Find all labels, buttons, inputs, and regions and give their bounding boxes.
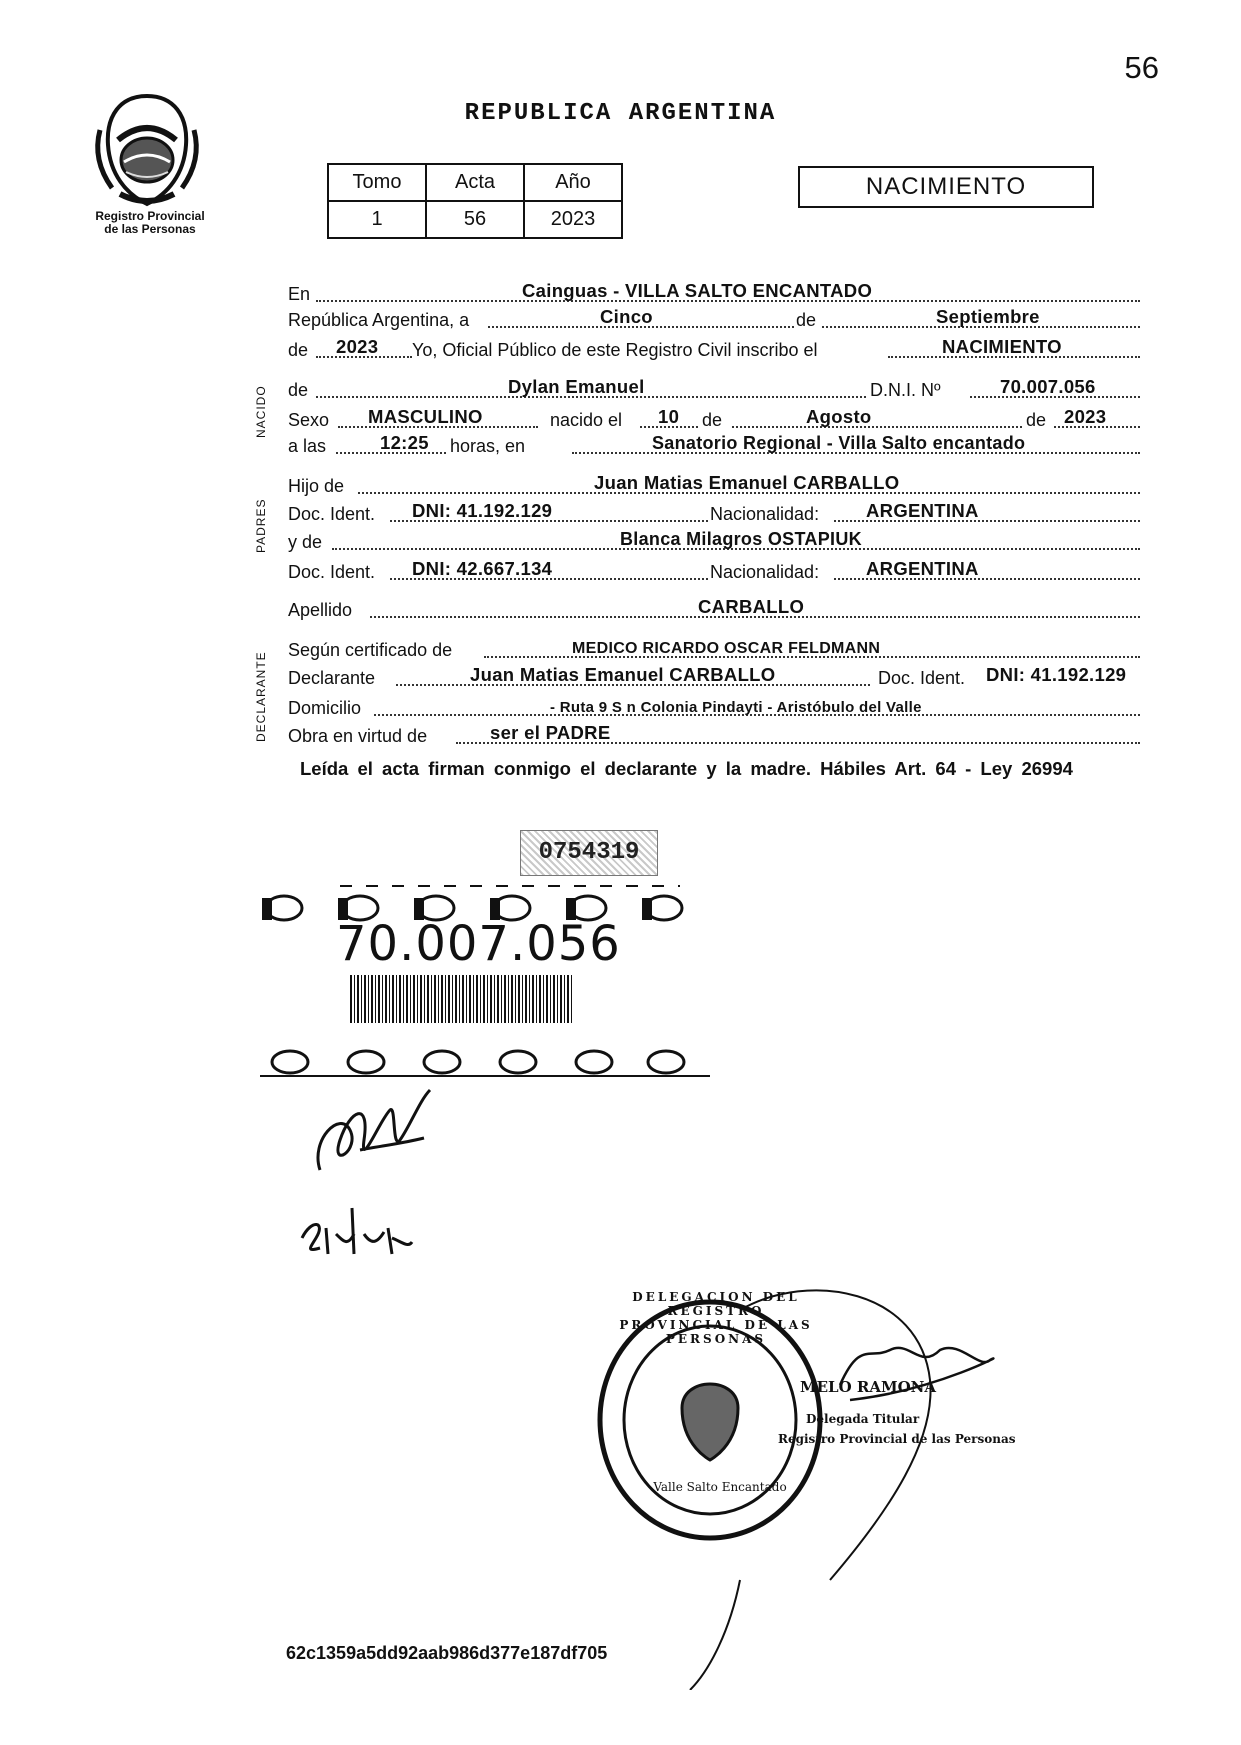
line-child-name: de Dylan Emanuel D.N.I. Nº 70.007.056 bbox=[288, 372, 1140, 404]
father-nationality-value: ARGENTINA bbox=[866, 500, 979, 521]
declarant-doc-value: DNI: 41.192.129 bbox=[986, 664, 1127, 685]
mother-signature bbox=[292, 1198, 422, 1268]
place-value: Cainguas - VILLA SALTO ENCANTADO bbox=[522, 280, 873, 301]
side-label-declarante: DECLARANTE bbox=[254, 651, 268, 742]
child-dni-value: 70.007.056 bbox=[1000, 376, 1096, 397]
mother-doc-value: DNI: 42.667.134 bbox=[412, 558, 553, 579]
official-title: Delegada Titular bbox=[806, 1412, 920, 1426]
official-name: MELO RAMONA bbox=[800, 1378, 936, 1396]
line-sex-birthdate: Sexo MASCULINO nacido el 10 de Agosto de 2023 bbox=[288, 402, 1140, 434]
line-year: de 2023 Yo, Oficial Público de este Registro Civil inscribo el NACIMIENTO bbox=[288, 332, 1140, 364]
child-name-value: Dylan Emanuel bbox=[508, 376, 645, 397]
line-father-doc: Doc. Ident. DNI: 41.192.129 Nacionalidad: ARGENTINA bbox=[288, 496, 1140, 528]
day-value: Cinco bbox=[600, 306, 653, 327]
security-id-number: 70.007.056 bbox=[336, 916, 621, 972]
year-value: 2023 bbox=[336, 336, 379, 357]
line-father: Hijo de Juan Matias Emanuel CARBALLO bbox=[288, 468, 1140, 500]
security-bar-pattern bbox=[350, 975, 572, 1023]
closing-statement: Leída el acta firman conmigo el declarante y la madre. Hábiles Art. 64 - Ley 26994 bbox=[300, 758, 1073, 779]
page-number: 56 bbox=[1124, 50, 1159, 85]
register-table bbox=[327, 163, 623, 239]
line-capacity: Obra en virtud de ser el PADRE bbox=[288, 718, 1140, 750]
surname-value: CARBALLO bbox=[698, 596, 805, 617]
logo-caption: Registro Provincial de las Personas bbox=[95, 209, 205, 236]
birth-month-value: Agosto bbox=[806, 406, 872, 427]
act-type-box: NACIMIENTO bbox=[798, 166, 1094, 208]
stamp-code: 0754319 bbox=[521, 831, 657, 875]
line-declarant: Declarante Juan Matias Emanuel CARBALLO Doc. Ident. DNI: 41.192.129 bbox=[288, 664, 1127, 688]
line-mother-doc: Doc. Ident. DNI: 42.667.134 Nacionalidad: ARGENTINA bbox=[288, 554, 1140, 586]
tomo-value: 1 bbox=[328, 201, 426, 238]
stamp-code-box bbox=[520, 830, 658, 876]
father-doc-value: DNI: 41.192.129 bbox=[412, 500, 553, 521]
line-address: Domicilio - Ruta 9 S n Colonia Pindayti - Aristóbulo del Valle bbox=[288, 690, 1140, 722]
country-title: REPUBLICA ARGENTINA bbox=[464, 100, 777, 127]
anio-value: 2023 bbox=[524, 201, 622, 238]
declarant-signature bbox=[300, 1080, 450, 1190]
security-pattern-bottom bbox=[260, 1040, 710, 1082]
official-office: Registro Provincial de las Personas bbox=[778, 1432, 1016, 1446]
certificate-value: MEDICO RICARDO OSCAR FELDMANN bbox=[572, 640, 881, 657]
line-mother: y de Blanca Milagros OSTAPIUK bbox=[288, 524, 1140, 556]
address-value: - Ruta 9 S n Colonia Pindayti - Aristóbulo del Valle bbox=[550, 699, 922, 716]
seal-ring-text: DELEGACION DEL REGISTRO PROVINCIAL DE LAS PERSONAS bbox=[619, 1290, 813, 1346]
acta-value: 56 bbox=[426, 201, 524, 238]
sex-value: MASCULINO bbox=[368, 406, 483, 427]
document-hash: 62c1359a5dd92aab986d377e187df705 bbox=[286, 1643, 608, 1663]
capacity-value: ser el PADRE bbox=[490, 722, 611, 743]
mother-value: Blanca Milagros OSTAPIUK bbox=[620, 529, 862, 549]
anio-header: Año bbox=[524, 164, 622, 201]
father-value: Juan Matias Emanuel CARBALLO bbox=[594, 472, 900, 493]
birth-year-value: 2023 bbox=[1064, 406, 1107, 427]
mother-nationality-value: ARGENTINA bbox=[866, 558, 979, 579]
line-surname: Apellido CARBALLO bbox=[288, 592, 1140, 624]
seal-inner-text: Valle Salto Encantado bbox=[653, 1480, 787, 1494]
birth-day-value: 10 bbox=[658, 406, 680, 427]
place-label: En bbox=[288, 284, 311, 304]
tomo-header: Tomo bbox=[328, 164, 426, 201]
acta-header: Acta bbox=[426, 164, 524, 201]
birth-place-value: Sanatorio Regional - Villa Salto encantado bbox=[652, 433, 1026, 453]
month-value: Septiembre bbox=[936, 306, 1040, 327]
side-label-nacido: NACIDO bbox=[254, 385, 268, 438]
line-time-place: a las 12:25 horas, en Sanatorio Regional - Villa Salto encantado bbox=[288, 428, 1140, 460]
line-certificate: Según certificado de MEDICO RICARDO OSCAR FELDMANN bbox=[288, 632, 1140, 664]
line-date: República Argentina, a Cinco de Septiembre bbox=[288, 302, 1140, 334]
birth-time-value: 12:25 bbox=[380, 432, 429, 453]
act-value: NACIMIENTO bbox=[942, 336, 1062, 357]
declarant-value: Juan Matias Emanuel CARBALLO bbox=[470, 664, 776, 685]
side-label-padres: PADRES bbox=[254, 498, 268, 553]
